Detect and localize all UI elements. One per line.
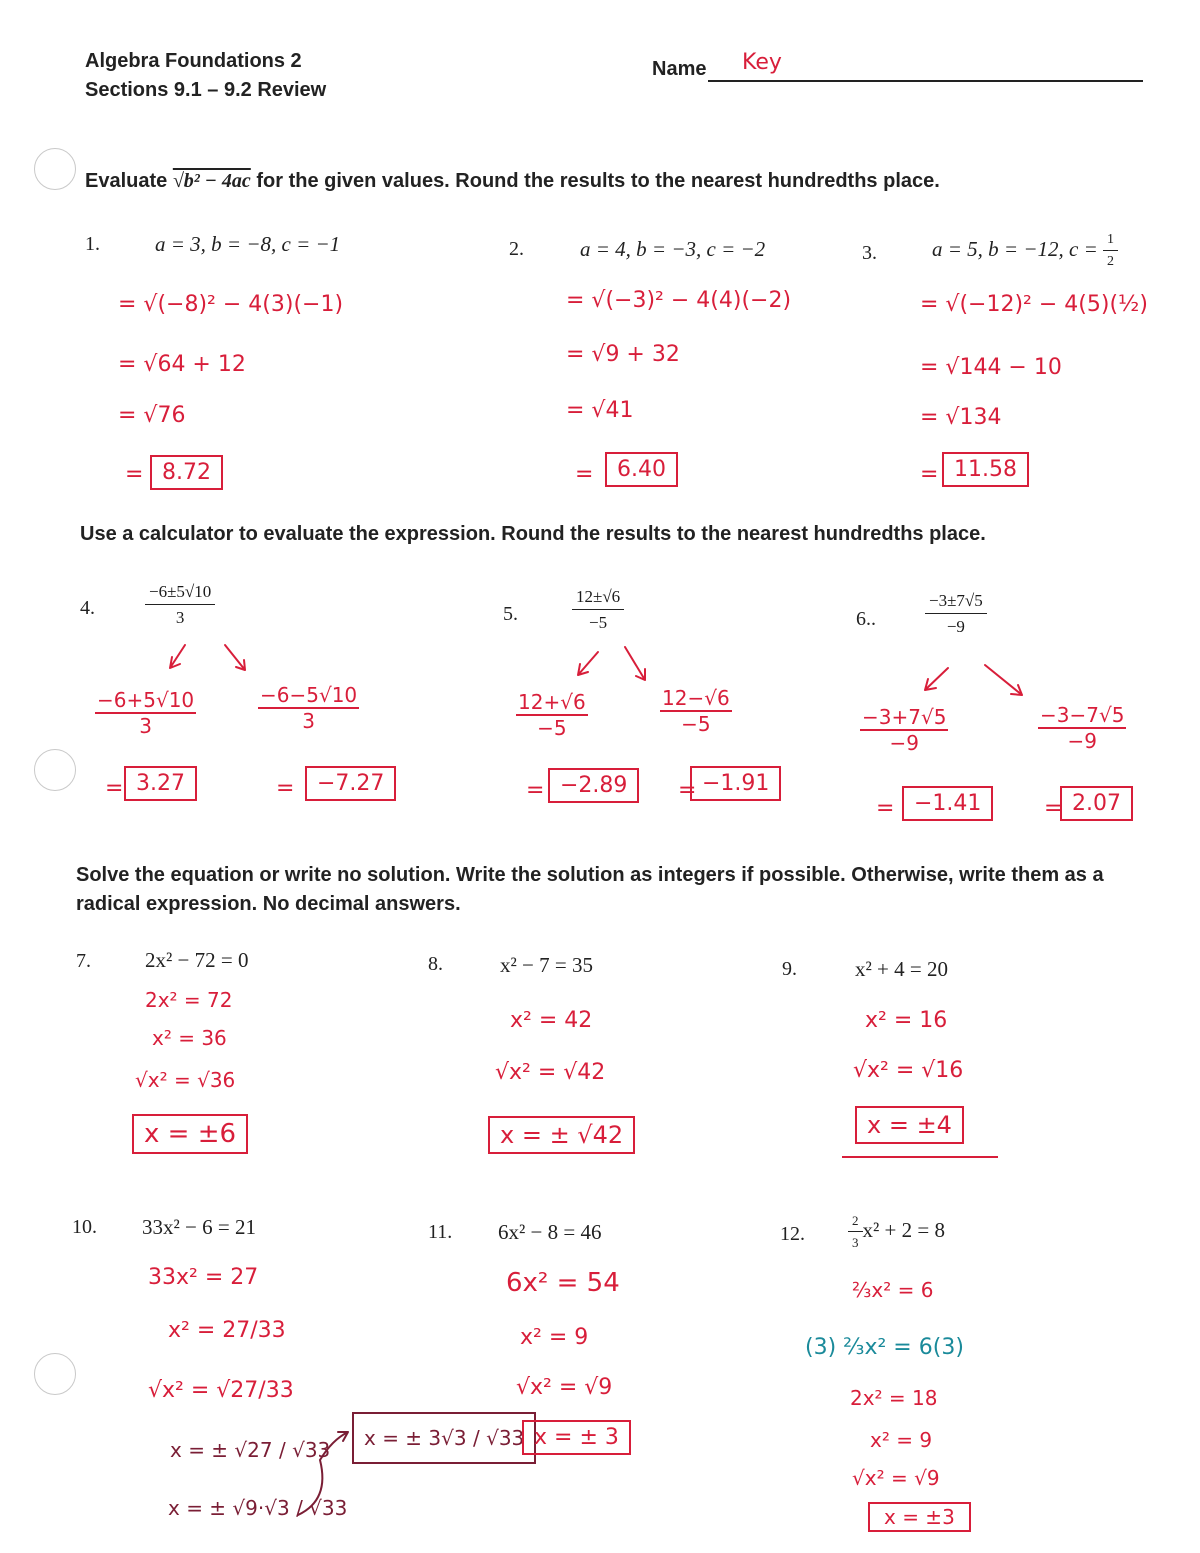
part2-instruction: Use a calculator to evaluate the expression. Round the results to the nearest hundredths place.	[80, 523, 986, 545]
problem-6-number: 6..	[856, 608, 876, 630]
problem-1-equals: =	[125, 462, 144, 487]
problem-3-step-2: = √144 − 10	[920, 355, 1062, 380]
problem-9-step-2: √x² = √16	[853, 1058, 964, 1083]
problem-12-number: 12.	[780, 1223, 805, 1245]
problem-8-number: 8.	[428, 953, 443, 975]
problem-5-expression: $\frac{12\pm√6}{-5}$	[572, 587, 624, 633]
problem-4-right-branch: $\frac{-6-5√10}{3}$	[260, 683, 358, 733]
part1-instruction: Evaluate √b² − 4ac for the given values. Round the results to the nearest hundredths place.	[85, 170, 940, 192]
problem-7-step-3: √x² = √36	[135, 1068, 236, 1092]
problem-2-given: a = 4, b = −3, c = −2	[580, 237, 766, 261]
problem-11-answer: x = ± 3	[522, 1420, 631, 1455]
problem-3-number: 3.	[862, 242, 877, 264]
problem-10-answer: x = ± 3√3 / √33	[352, 1412, 536, 1464]
problem-11-step-2: x² = 9	[520, 1325, 589, 1350]
problem-10-step-5: x = ± √9·√3 / √33	[168, 1496, 348, 1520]
problem-8-step-2: √x² = √42	[495, 1060, 606, 1085]
problem-10-step-2: x² = 27/33	[168, 1318, 286, 1343]
problem-5-right-answer: −1.91	[690, 766, 781, 801]
problem-6-right-branch: $\frac{-3-7√5}{-9}$	[1040, 703, 1125, 753]
problem-10-step-3: √x² = √27/33	[148, 1378, 294, 1403]
problem-11-step-3: √x² = √9	[516, 1375, 613, 1400]
problem-11-equation: 6x² − 8 = 46	[498, 1220, 602, 1244]
problem-6-right-answer: 2.07	[1060, 786, 1133, 821]
problem-6-left-equals: =	[876, 796, 895, 821]
problem-4-number: 4.	[80, 597, 95, 619]
problem-10-step-1: 33x² = 27	[148, 1265, 259, 1290]
name-label: Name	[652, 58, 707, 80]
part3-instruction-line-1: Solve the equation or write no solution. Write the solution as integers if possible. Otherwise, write them as a	[76, 864, 1104, 886]
problem-6-right-equals: =	[1044, 796, 1063, 821]
sections-title: Sections 9.1 – 9.2 Review	[85, 79, 327, 101]
problem-4-left-answer: 3.27	[124, 766, 197, 801]
problem-12-step-2: (3) ⅔x² = 6(3)	[805, 1335, 964, 1360]
problem-5-right-equals: =	[678, 778, 697, 803]
problem-10-step-4: x = ± √27 / √33	[170, 1438, 331, 1462]
problem-4-left-branch: $\frac{-6+5√10}{3}$	[97, 688, 195, 738]
problem-4-expression: $\frac{-6\pm 5√10}{3}$	[145, 582, 215, 628]
problem-2-step-2: = √9 + 32	[566, 342, 680, 367]
problem-3-equals: =	[920, 462, 939, 487]
problem-2-equals: =	[575, 462, 594, 487]
problem-2-step-1: = √(−3)² − 4(4)(−2)	[566, 288, 792, 313]
problem-12-step-4: x² = 9	[870, 1428, 933, 1452]
problem-1-step-1: = √(−8)² − 4(3)(−1)	[118, 292, 344, 317]
problem-12-step-3: 2x² = 18	[850, 1386, 938, 1410]
problem-9-underline	[842, 1156, 998, 1158]
problem-9-step-1: x² = 16	[865, 1008, 948, 1033]
problem-3-step-1: = √(−12)² − 4(5)(½)	[920, 292, 1148, 317]
problem-12-answer: x = ±3	[868, 1502, 971, 1532]
part3-instruction-line-2: radical expression. No decimal answers.	[76, 893, 461, 915]
problem-12-step-1: ⅔x² = 6	[852, 1278, 934, 1302]
problem-1-number: 1.	[85, 233, 100, 255]
problem-4-right-equals: =	[276, 776, 295, 801]
problem-1-given: a = 3, b = −8, c = −1	[155, 232, 341, 256]
problem-1-answer: 8.72	[150, 455, 223, 490]
name-value[interactable]: Key	[742, 50, 782, 75]
problem-2-answer: 6.40	[605, 452, 678, 487]
problem-6-left-branch: $\frac{-3+7√5}{-9}$	[862, 705, 947, 755]
problem-2-step-3: = √41	[566, 398, 634, 423]
problem-12-equation: $\frac{2}{3}$ x² + 2 = 8	[848, 1213, 945, 1251]
problem-7-step-2: x² = 36	[152, 1026, 227, 1050]
problem-10-number: 10.	[72, 1216, 97, 1238]
problem-8-step-1: x² = 42	[510, 1008, 593, 1033]
problem-9-equation: x² + 4 = 20	[855, 957, 948, 981]
problem-5-number: 5.	[503, 603, 518, 625]
problem-6-left-answer: −1.41	[902, 786, 993, 821]
problem-1-step-3: = √76	[118, 403, 186, 428]
problem-7-number: 7.	[76, 950, 91, 972]
problem-3-answer: 11.58	[942, 452, 1029, 487]
problem-5-left-equals: =	[526, 778, 545, 803]
problem-3-given: a = 5, b = −12, c = $\frac{1}{2}$	[932, 232, 1118, 270]
problem-8-equation: x² − 7 = 35	[500, 953, 593, 977]
problem-11-number: 11.	[428, 1221, 453, 1243]
problem-7-answer: x = ±6	[132, 1114, 248, 1154]
problem-10-equation: 33x² − 6 = 21	[142, 1215, 256, 1239]
problem-9-number: 9.	[782, 958, 797, 980]
course-title: Algebra Foundations 2	[85, 50, 302, 72]
problem-7-step-1: 2x² = 72	[145, 988, 233, 1012]
problem-5-left-branch: $\frac{12+√6}{-5}$	[518, 690, 586, 740]
problem-7-equation: 2x² − 72 = 0	[145, 948, 249, 972]
problem-5-right-branch: $\frac{12-√6}{-5}$	[662, 686, 730, 736]
problem-8-answer: x = ± √42	[488, 1116, 635, 1154]
problem-4-right-answer: −7.27	[305, 766, 396, 801]
problem-9-answer: x = ±4	[855, 1106, 964, 1144]
problem-1-step-2: = √64 + 12	[118, 352, 246, 377]
problem-5-left-answer: −2.89	[548, 768, 639, 803]
problem-3-step-3: = √134	[920, 405, 1002, 430]
problem-6-expression: $\frac{-3\pm 7√5}{-9}$	[925, 591, 987, 637]
problem-12-step-5: √x² = √9	[852, 1466, 940, 1490]
problem-2-number: 2.	[509, 238, 524, 260]
discriminant-expression: √b² − 4ac	[172, 170, 251, 192]
problem-4-left-equals: =	[105, 776, 124, 801]
problem-11-step-1: 6x² = 54	[506, 1268, 620, 1298]
